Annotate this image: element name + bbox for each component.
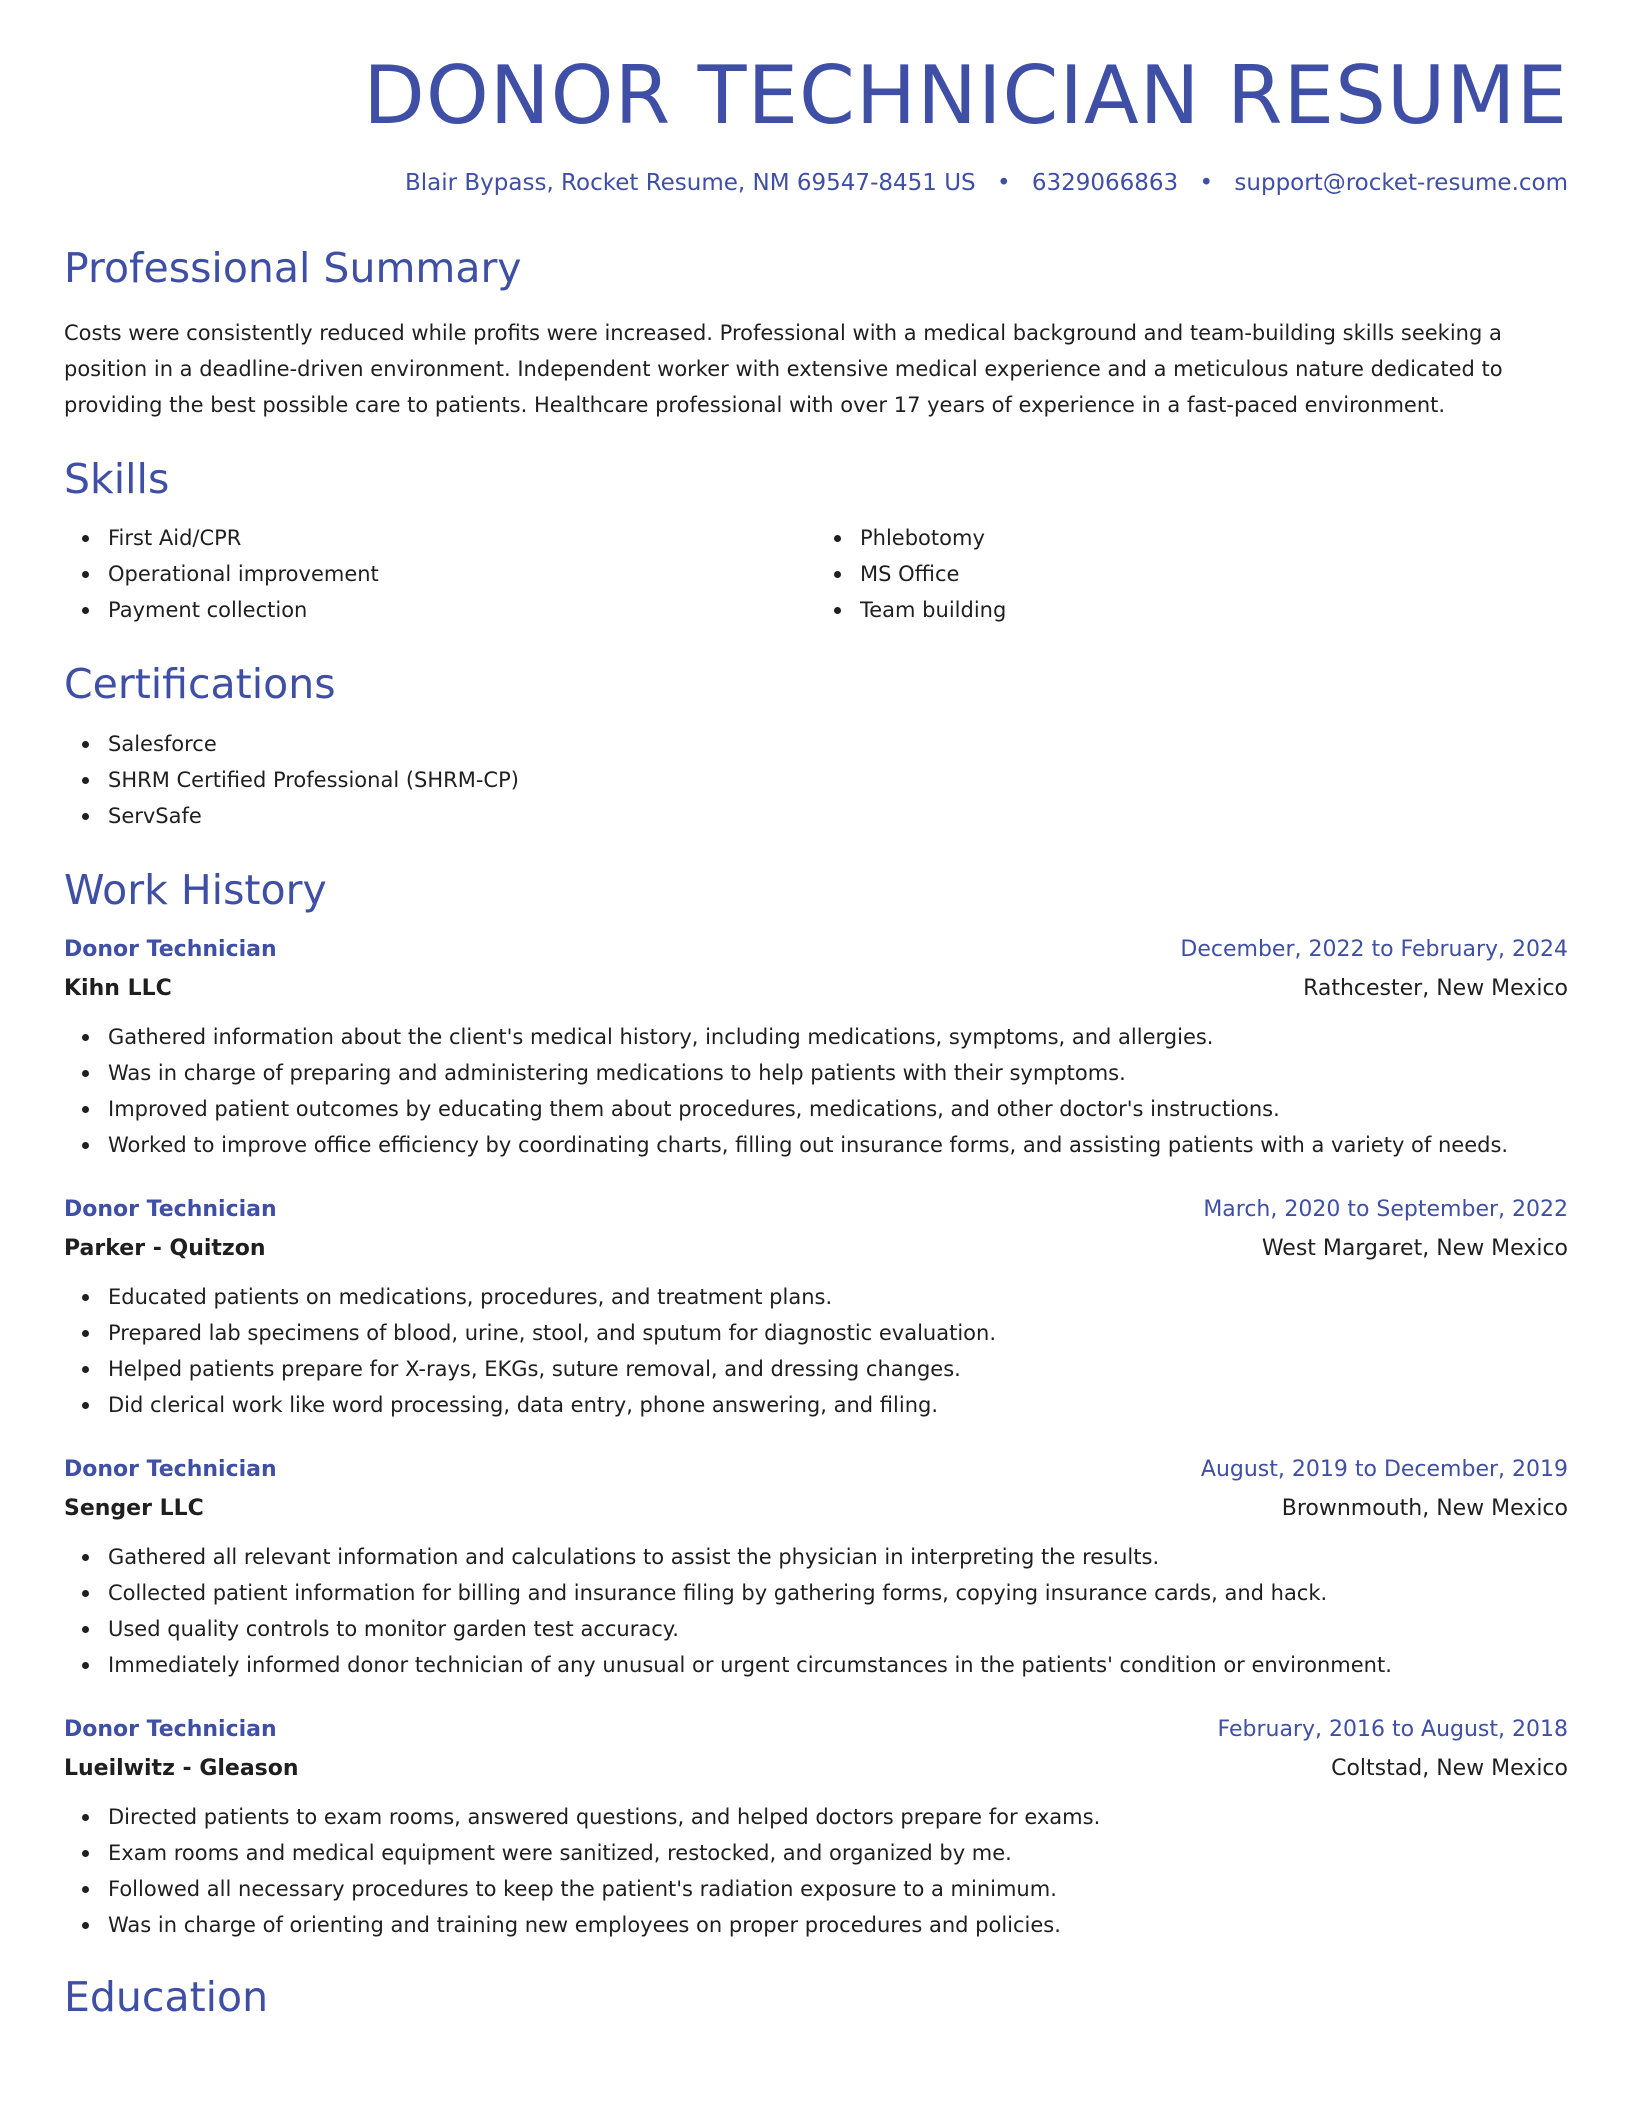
contact-email: support@rocket-resume.com xyxy=(1234,170,1568,196)
work-history-heading: Work History xyxy=(64,865,327,914)
contact-separator: • xyxy=(1199,170,1214,196)
job-location: Rathcester, New Mexico xyxy=(1303,975,1568,1001)
job-header-row xyxy=(64,1711,1568,1749)
job-bullet: Exam rooms and medical equipment were sanitized, restocked, and organized by me. xyxy=(108,1835,1568,1871)
job-bullet: Did clerical work like word processing, data entry, phone answering, and filing. xyxy=(108,1387,1568,1423)
job-bullet: Was in charge of orienting and training new employees on proper procedures and policies. xyxy=(108,1907,1568,1943)
job-dates: August, 2019 to December, 2019 xyxy=(1200,1456,1568,1482)
education-heading: Education xyxy=(64,1972,269,2021)
skills-list-left xyxy=(64,520,816,628)
job-bullet: Worked to improve office efficiency by coordinating charts, filling out insurance forms, and assisting patients with a variety of needs. xyxy=(108,1127,1568,1163)
skills-heading: Skills xyxy=(64,455,170,504)
job-title: Donor Technician xyxy=(64,1716,277,1742)
job-company: Senger LLC xyxy=(64,1495,204,1521)
skill-item: Payment collection xyxy=(108,592,816,628)
resume-title: DONOR TECHNICIAN RESUME xyxy=(363,49,1568,142)
job-dates: December, 2022 to February, 2024 xyxy=(1180,936,1568,962)
contact-separator: • xyxy=(996,170,1011,196)
certifications-list xyxy=(64,726,1568,834)
contact-address: Blair Bypass, Rocket Resume, NM 69547-8451 US xyxy=(404,170,976,196)
job-company: Lueilwitz - Gleason xyxy=(64,1755,299,1781)
job-company-row xyxy=(64,1489,1568,1529)
summary-heading: Professional Summary xyxy=(64,244,522,292)
job-header-row xyxy=(64,1451,1568,1489)
job-bullets xyxy=(64,1019,1568,1163)
job-entry xyxy=(64,1191,1568,1423)
job-company-row xyxy=(64,1229,1568,1269)
job-entry xyxy=(64,1451,1568,1683)
certifications-heading: Certifications xyxy=(64,660,336,709)
job-bullet: Gathered information about the client's medical history, including medications, symptoms, and allergies. xyxy=(108,1019,1568,1055)
skill-item: Operational improvement xyxy=(108,556,816,592)
skills-list-right xyxy=(816,520,1568,628)
job-bullet: Immediately informed donor technician of any unusual or urgent circumstances in the patients' condition or environment. xyxy=(108,1647,1568,1683)
summary-text: Costs were consistently reduced while profits were increased. Professional with a medical background and team-building skills seeking a position in a deadline-driven environment. Independent worker with extensive medical experience and a meticulous nature dedicated to providing the best possible care to patients. Healthcare professional with over 17 years of experience in a fast-paced environment. xyxy=(64,321,1503,418)
job-title: Donor Technician xyxy=(64,1196,277,1222)
job-bullets xyxy=(64,1279,1568,1423)
job-bullet: Collected patient information for billing and insurance filing by gathering forms, copying insurance cards, and hack. xyxy=(108,1575,1568,1611)
job-entry xyxy=(64,931,1568,1163)
job-bullet: Helped patients prepare for X-rays, EKGs, suture removal, and dressing changes. xyxy=(108,1351,1568,1387)
contact-phone: 6329066863 xyxy=(1031,170,1179,196)
job-company-row xyxy=(64,969,1568,1009)
skills-grid xyxy=(64,520,1568,628)
job-bullet: Used quality controls to monitor garden test accuracy. xyxy=(108,1611,1568,1647)
certification-item: SHRM Certified Professional (SHRM-CP) xyxy=(108,762,1568,798)
job-company-row xyxy=(64,1749,1568,1789)
skill-item: MS Office xyxy=(860,556,1568,592)
job-entry xyxy=(64,1711,1568,1943)
job-title: Donor Technician xyxy=(64,1456,277,1482)
certification-item: ServSafe xyxy=(108,798,1568,834)
job-header-row xyxy=(64,1191,1568,1229)
job-bullets xyxy=(64,1539,1568,1683)
job-bullets xyxy=(64,1799,1568,1943)
job-dates: March, 2020 to September, 2022 xyxy=(1203,1196,1568,1222)
job-company: Kihn LLC xyxy=(64,975,172,1001)
job-bullet: Followed all necessary procedures to keep the patient's radiation exposure to a minimum. xyxy=(108,1871,1568,1907)
job-bullet: Prepared lab specimens of blood, urine, stool, and sputum for diagnostic evaluation. xyxy=(108,1315,1568,1351)
job-location: Coltstad, New Mexico xyxy=(1331,1755,1568,1781)
skill-item: Team building xyxy=(860,592,1568,628)
skill-item: Phlebotomy xyxy=(860,520,1568,556)
job-location: Brownmouth, New Mexico xyxy=(1281,1495,1568,1521)
job-location: West Margaret, New Mexico xyxy=(1261,1235,1568,1261)
contact-line xyxy=(64,170,1568,196)
job-bullet: Gathered all relevant information and calculations to assist the physician in interpreting the results. xyxy=(108,1539,1568,1575)
job-header-row xyxy=(64,931,1568,969)
certification-item: Salesforce xyxy=(108,726,1568,762)
job-bullet: Directed patients to exam rooms, answered questions, and helped doctors prepare for exams. xyxy=(108,1799,1568,1835)
job-dates: February, 2016 to August, 2018 xyxy=(1217,1716,1568,1742)
job-bullet: Improved patient outcomes by educating them about procedures, medications, and other doctor's instructions. xyxy=(108,1091,1568,1127)
job-company: Parker - Quitzon xyxy=(64,1235,266,1261)
job-title: Donor Technician xyxy=(64,936,277,962)
job-bullet: Was in charge of preparing and administering medications to help patients with their symptoms. xyxy=(108,1055,1568,1091)
job-bullet: Educated patients on medications, procedures, and treatment plans. xyxy=(108,1279,1568,1315)
skill-item: First Aid/CPR xyxy=(108,520,816,556)
